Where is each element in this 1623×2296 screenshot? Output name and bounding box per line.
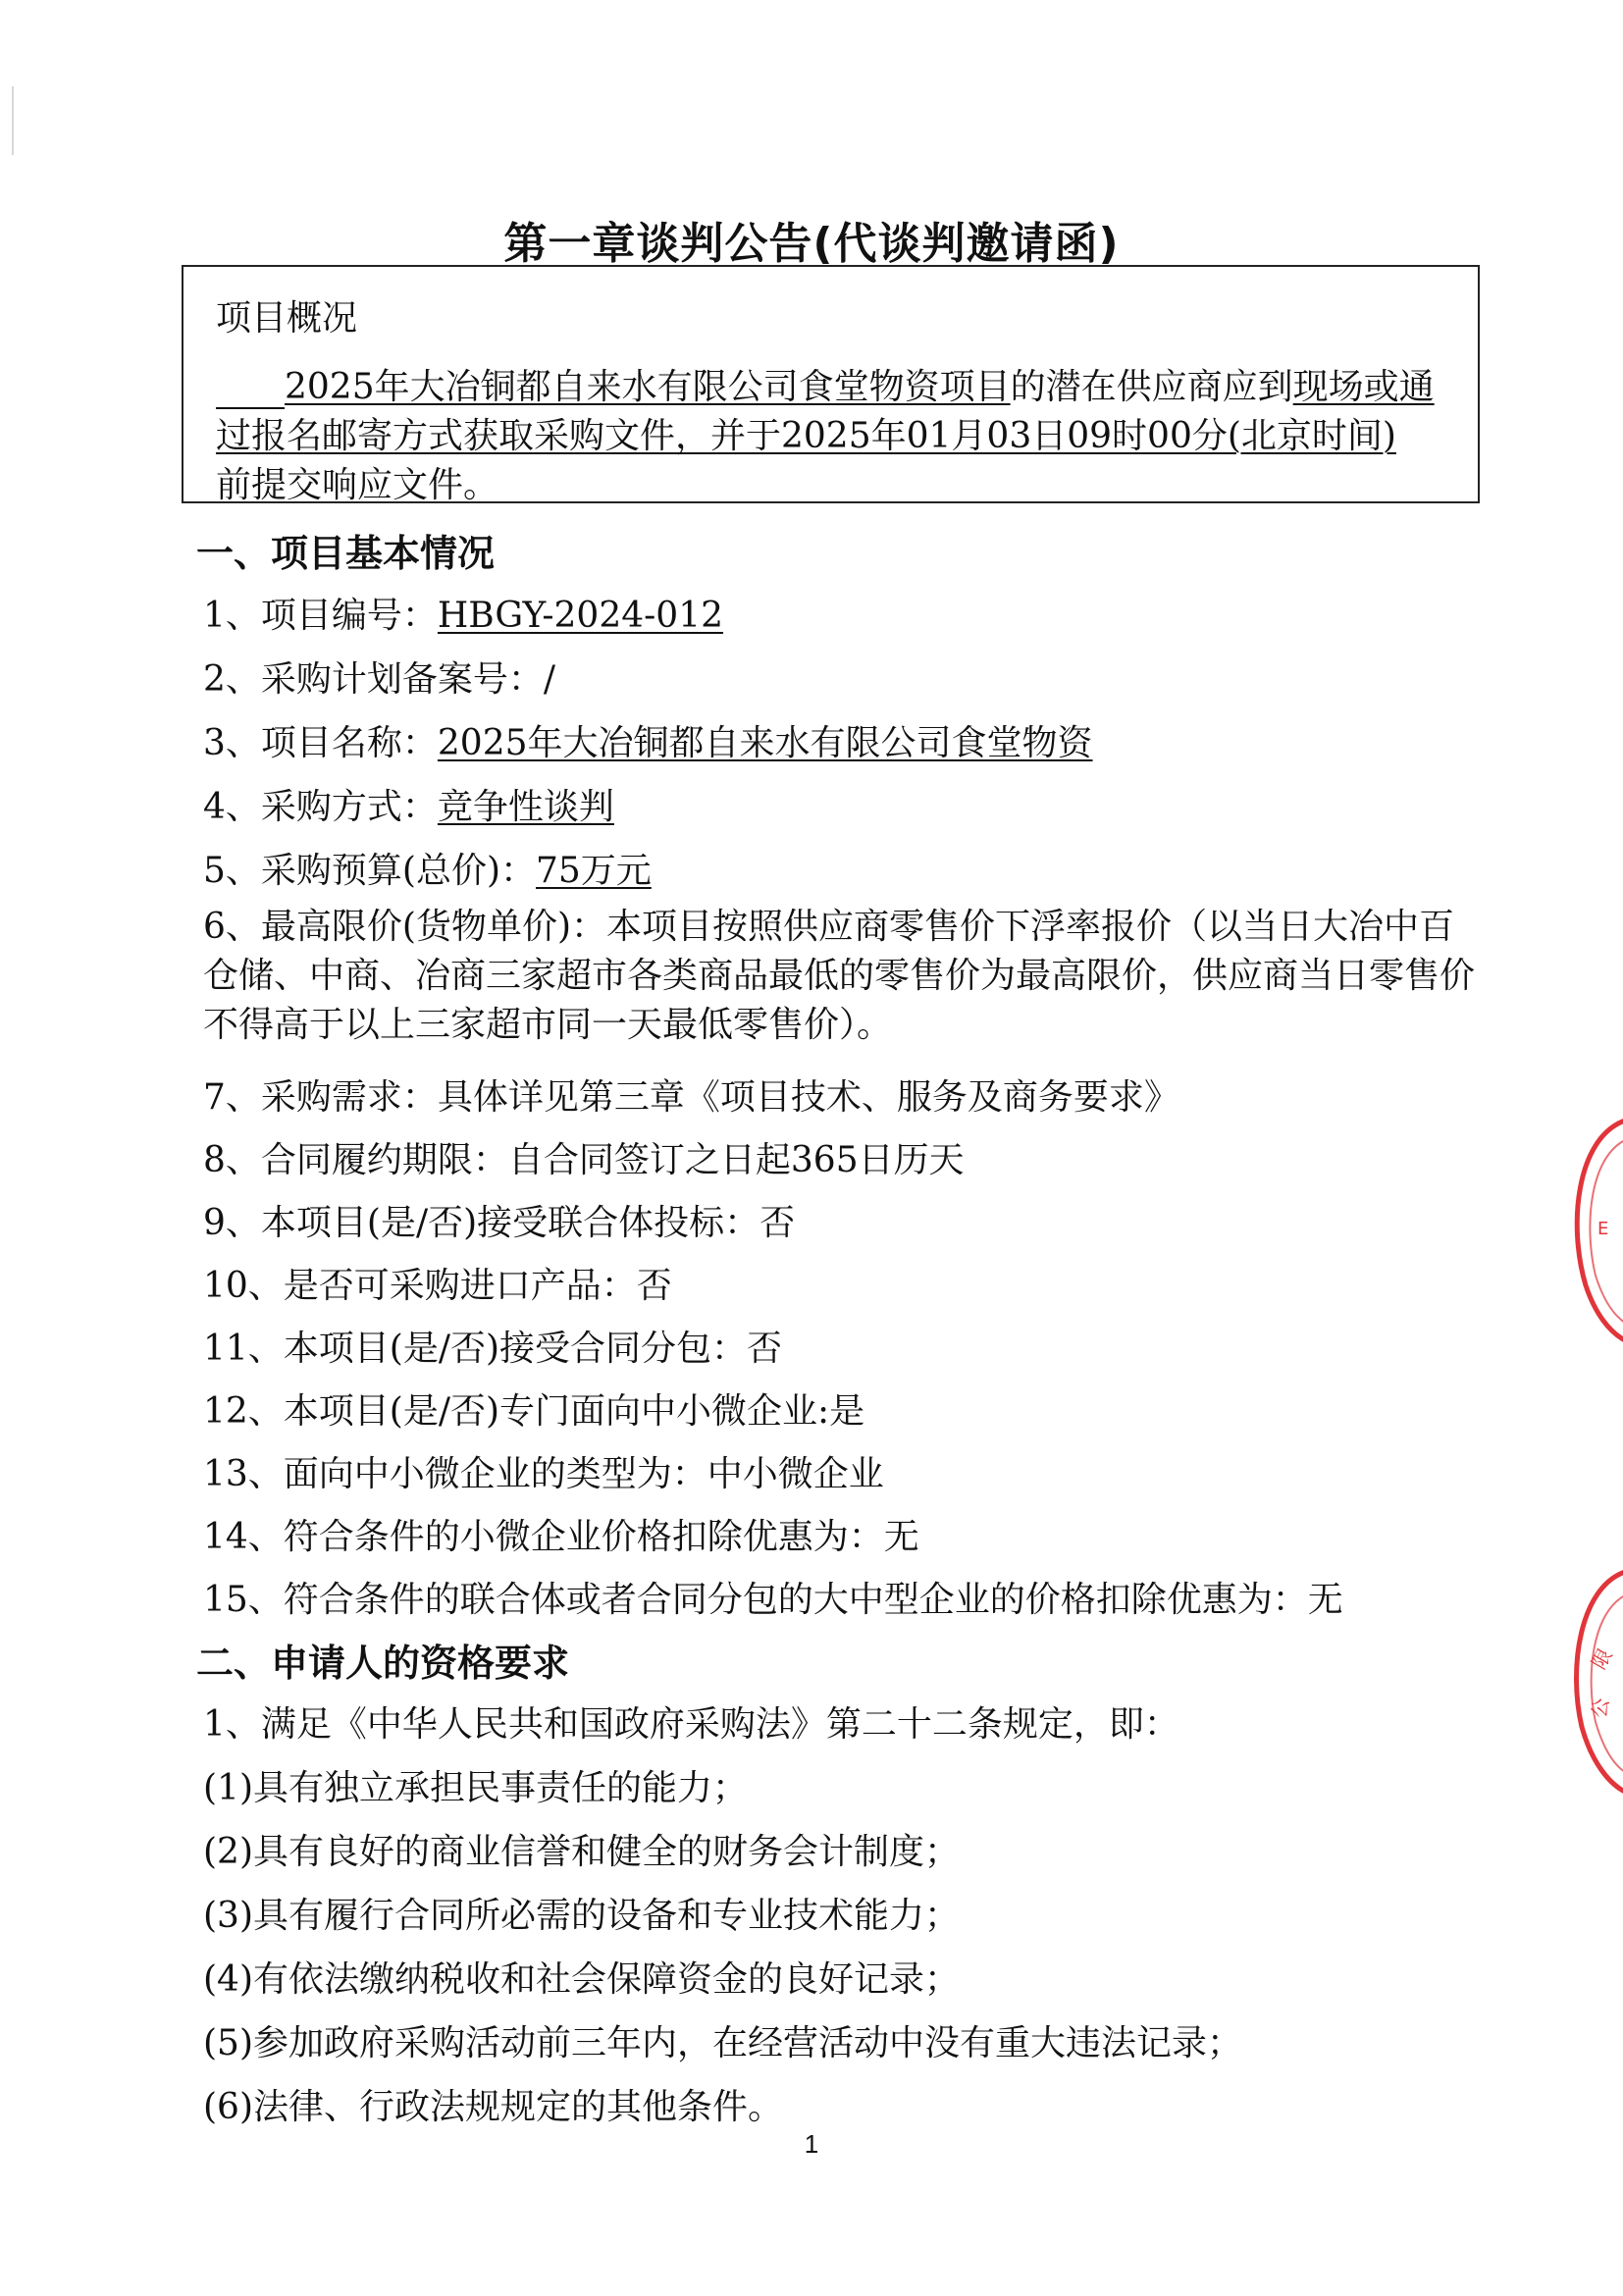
- scan-margin-mark: [12, 86, 14, 155]
- item-max-price: 6、最高限价(货物单价)：本项目按照供应商零售价下浮率报价（以当日大冶中百仓储、中商、冶商三家超市各类商品最低的零售价为最高限价，供应商当日零售价不得高于以上三家超市同一天最低零售价）。: [203, 907, 1476, 1045]
- item-small-discount: 14、符合条件的小微企业价格扣除优惠为：无: [203, 1517, 919, 1557]
- item-consortium: 9、本项目(是/否)接受联合体投标：否: [203, 1203, 796, 1243]
- item-label: 4、采购方式：: [203, 787, 438, 827]
- underline-indent: [216, 372, 285, 409]
- svg-text:公: 公: [1587, 1696, 1614, 1720]
- svg-text:E: E: [1597, 1219, 1609, 1239]
- item-requirements: 7、采购需求：具体详见第三章《项目技术、服务及商务要求》: [203, 1077, 1179, 1118]
- item-large-discount: 15、符合条件的联合体或者合同分包的大中型企业的价格扣除优惠为：无: [203, 1580, 1343, 1620]
- item-value: 竞争性谈判: [437, 787, 614, 827]
- item-procurement-method: [203, 779, 614, 829]
- item-value: 75万元: [536, 851, 652, 891]
- page-number: 1: [804, 2129, 819, 2159]
- overview-line-3: 前提交响应文件。: [216, 465, 499, 505]
- item-label: 3、项目名称：: [203, 723, 438, 763]
- item-value: HBGY-2024-012: [437, 596, 724, 636]
- item-project-name: [203, 715, 1093, 765]
- item-filing-number: [203, 652, 555, 702]
- item-contract-term: 8、合同履约期限：自合同签订之日起365日历天: [203, 1140, 965, 1180]
- overview-text: 的潜在供应商应到: [1010, 367, 1293, 407]
- item-sme-only: 12、本项目(是/否)专门面向中小微企业:是: [203, 1391, 865, 1432]
- item-value: 2025年大冶铜都自来水有限公司食堂物资: [437, 723, 1093, 763]
- overview-line-1: [216, 359, 1435, 409]
- item-project-number: [203, 588, 723, 638]
- qualification-item: (5)参加政府采购活动前三年内，在经营活动中没有重大违法记录；: [203, 2023, 1242, 2063]
- section-1-heading: 一、项目基本情况: [196, 532, 496, 575]
- project-overview-box: [182, 265, 1480, 503]
- qualification-item: (4)有依法缴纳税收和社会保障资金的良好记录；: [203, 1959, 960, 2000]
- svg-text:限: 限: [1586, 1644, 1617, 1674]
- chapter-title: 第一章谈判公告(代谈判邀请函): [503, 219, 1120, 269]
- item-budget: [203, 843, 652, 893]
- item-label: 2、采购计划备案号：/: [203, 659, 556, 700]
- seal-stamp-fragment: [1566, 1119, 1623, 1344]
- overview-project-name: 2025年大冶铜都自来水有限公司食堂物资项目: [285, 367, 1011, 407]
- overview-line-2: 过报名邮寄方式获取采购文件，并于2025年01月03日09时00分(北京时间): [216, 416, 1396, 456]
- overview-heading: 项目概况: [216, 298, 358, 339]
- section-2-heading: 二、申请人的资格要求: [196, 1642, 570, 1685]
- qualification-item: (1)具有独立承担民事责任的能力；: [203, 1768, 748, 1808]
- item-sme-type: 13、面向中小微企业的类型为：中小微企业: [203, 1454, 884, 1494]
- qualification-item: (2)具有良好的商业信誉和健全的财务会计制度；: [203, 1832, 960, 1872]
- qualification-item: (6)法律、行政法规规定的其他条件。: [203, 2087, 783, 2127]
- overview-method: 现场或通: [1292, 367, 1435, 407]
- qualification-item: 1、满足《中华人民共和国政府采购法》第二十二条规定，即：: [203, 1704, 1179, 1745]
- item-imports: 10、是否可采购进口产品：否: [203, 1266, 672, 1306]
- item-label: 1、项目编号：: [203, 596, 438, 636]
- qualification-item: (3)具有履行合同所必需的设备和专业技术能力；: [203, 1896, 960, 1936]
- item-label: 5、采购预算(总价)：: [203, 851, 536, 891]
- seal-stamp-fragment: [1566, 1570, 1623, 1796]
- item-subcontract: 11、本项目(是/否)接受合同分包：否: [203, 1329, 783, 1369]
